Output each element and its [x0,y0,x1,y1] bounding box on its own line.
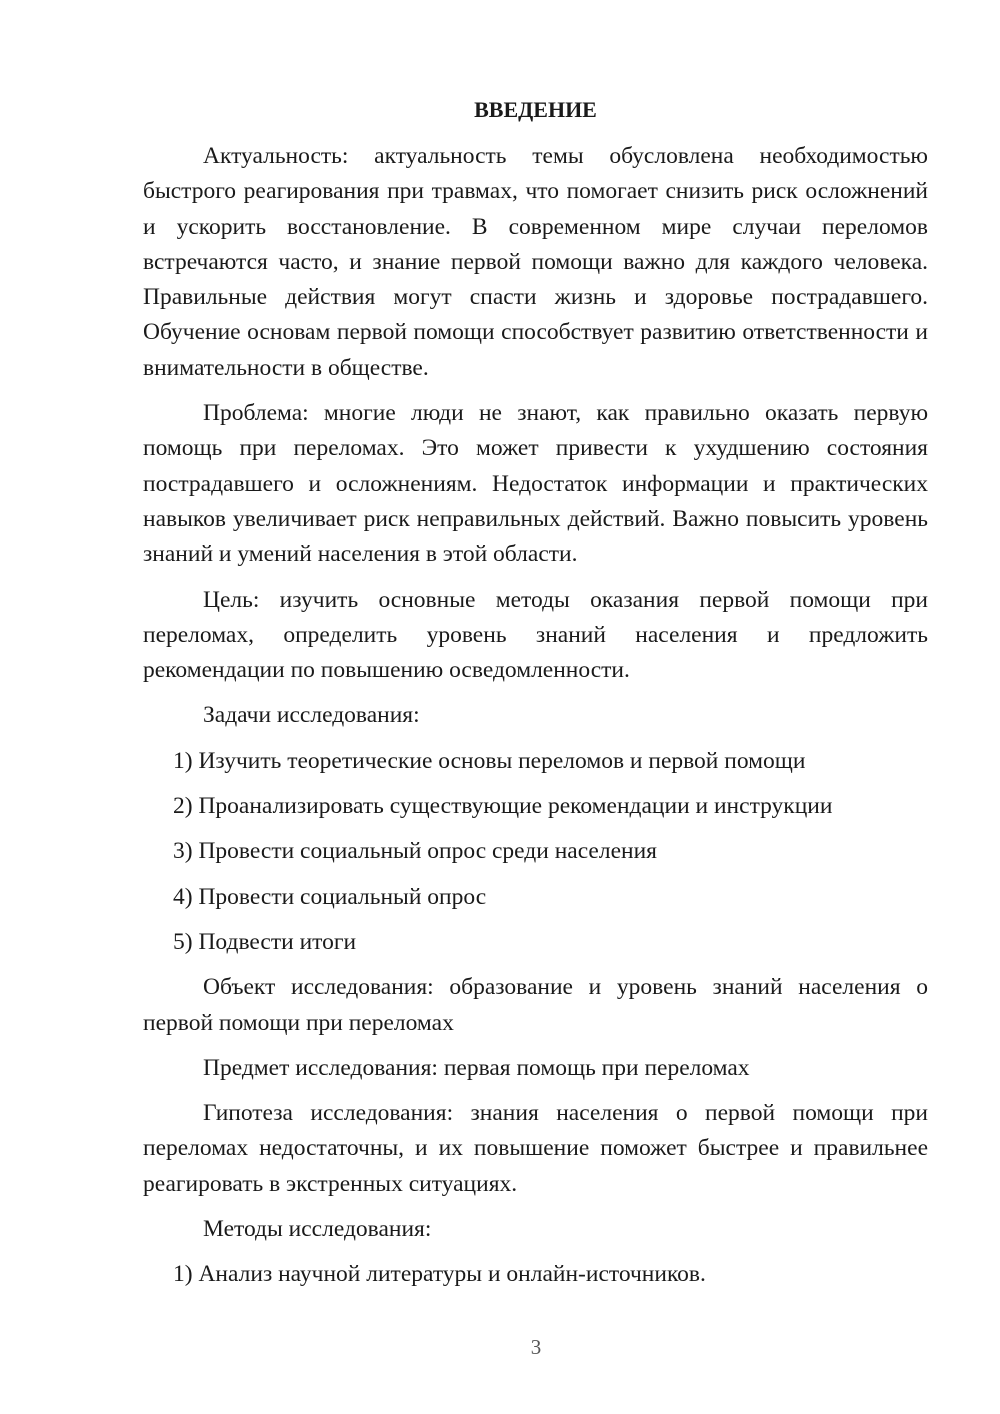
subject-paragraph: Предмет исследования: первая помощь при переломах [203,1054,750,1081]
hypothesis-paragraph: Гипотеза исследования: знания населения о первой помощи при переломах недостаточны, и их повышение поможет быстрее и правильнее реагировать в экстренных ситуациях. [143,1100,928,1197]
list-item: 1) Изучить теоретические основы переломов и первой помощи [173,747,806,774]
list-item: 5) Подвести итоги [173,928,357,955]
page-content [143,94,928,1303]
section-title: ВВЕДЕНИЕ [474,97,597,122]
methods-heading: Методы исследования: [203,1216,432,1243]
tasks-list [143,744,928,960]
list-item: 1) Анализ научной литературы и онлайн-источников. [173,1261,706,1288]
page-number: 3 [530,1335,542,1359]
object-paragraph: Объект исследования: образование и уровень знаний населения о первой помощи при переломах [143,974,928,1036]
problem-paragraph: Проблема: многие люди не знают, как правильно оказать первую помощь при переломах. Это может привести к ухудшению состояния пострадавшего и осложнениям. Недостаток информации и практических навыков увеличивает риск неправильных действий. Важно повысить уровень знаний и умений населения в этой области. [143,400,928,568]
list-item: 4) Провести социальный опрос [173,883,487,910]
list-item: 3) Провести социальный опрос среди населения [173,838,657,865]
tasks-heading: Задачи исследования: [203,702,420,729]
list-item: 2) Проанализировать существующие рекомендации и инструкции [173,793,833,820]
methods-list [143,1257,928,1292]
relevance-paragraph: Актуальность: актуальность темы обусловлена необходимостью быстрого реагирования при травмах, что помогает снизить риск осложнений и ускорить восстановление. В современном мире случаи переломов встречаются часто, и знание первой помощи важно для каждого человека. Правильные действия могут спасти жизнь и здоровье пострадавшего. Обучение основам первой помощи способствует развитию ответственности и внимательности в обществе. [143,143,928,381]
goal-paragraph: Цель: изучить основные методы оказания первой помощи при переломах, определить уровень знаний населения и предложить рекомендации по повышению осведомленности. [143,586,928,684]
